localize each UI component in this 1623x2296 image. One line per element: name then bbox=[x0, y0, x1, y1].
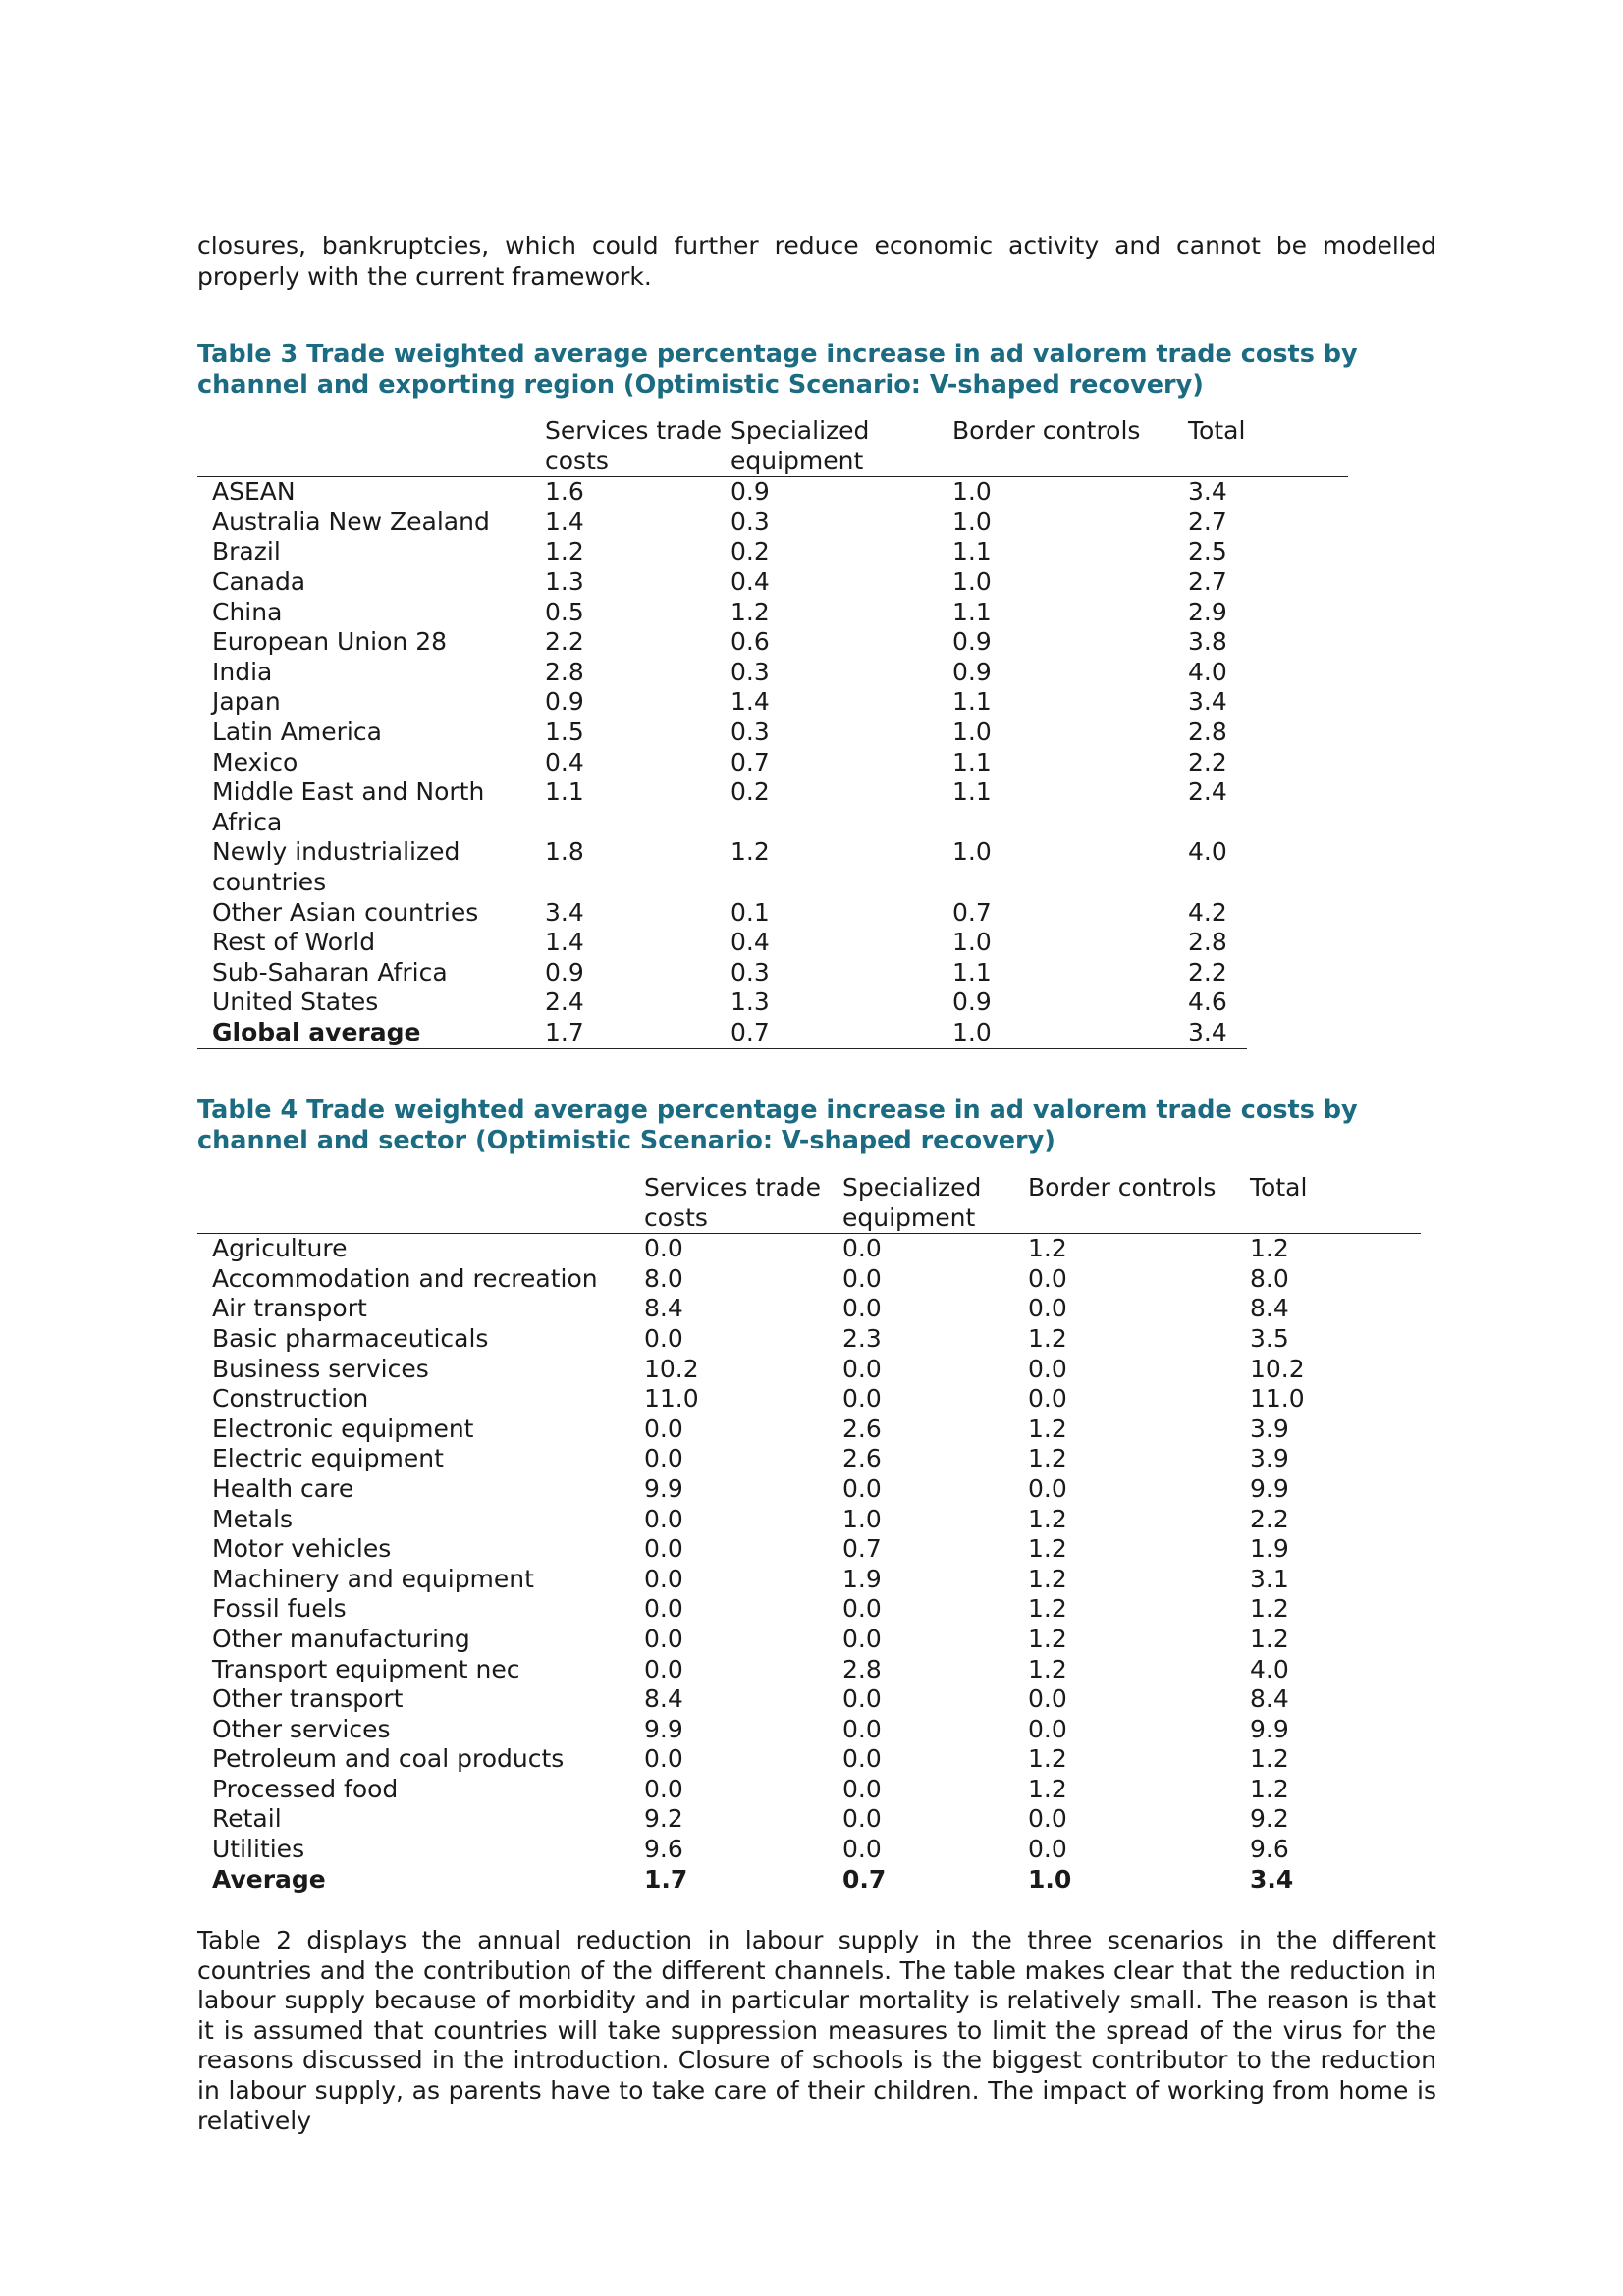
table3-total-row bbox=[197, 1018, 1348, 1048]
table3-cell-total: 4.6 bbox=[1188, 988, 1227, 1017]
table3-cell-services: 0.9 bbox=[545, 687, 584, 717]
table4-cell-border: 0.0 bbox=[1028, 1835, 1067, 1864]
table4-row bbox=[197, 1505, 1421, 1535]
table3-cell-border: 1.1 bbox=[952, 537, 992, 566]
table3-cell-services: 1.4 bbox=[545, 928, 584, 957]
table4-cell-total: 3.9 bbox=[1250, 1414, 1289, 1443]
table3-row bbox=[197, 598, 1348, 628]
table3-cell-specialized: 0.3 bbox=[730, 957, 770, 987]
table4-cell-services: 0.0 bbox=[644, 1444, 683, 1473]
table4-header-label bbox=[197, 1173, 644, 1234]
table3-cell-border: 1.0 bbox=[952, 566, 992, 596]
table4-cell-label: Construction bbox=[212, 1384, 369, 1414]
table3-cell-border: 0.7 bbox=[952, 897, 992, 927]
table3-cell-services: 1.8 bbox=[545, 837, 584, 867]
table3-bottom-rule bbox=[197, 1048, 1247, 1049]
table3-cell-total: 3.8 bbox=[1188, 627, 1227, 657]
table3-cell-services: 2.4 bbox=[545, 988, 584, 1017]
table3-row bbox=[197, 477, 1348, 507]
table4-row bbox=[197, 1715, 1421, 1745]
table4-cell-total: 1.9 bbox=[1250, 1534, 1289, 1564]
table4-row bbox=[197, 1294, 1421, 1324]
table4-cell-services: 0.0 bbox=[644, 1234, 683, 1263]
table4-cell-border: 1.2 bbox=[1028, 1504, 1067, 1533]
table3-cell-label: India bbox=[212, 657, 273, 686]
table4-cell-label: Other services bbox=[212, 1714, 391, 1743]
table4-cell-label: Processed food bbox=[212, 1774, 399, 1803]
table3-cell-border: 1.0 bbox=[952, 928, 992, 957]
table4-cell-border: 0.0 bbox=[1028, 1263, 1067, 1293]
table4-row bbox=[197, 1835, 1421, 1865]
table3-cell-services: 2.8 bbox=[545, 657, 584, 686]
table4-cell-total: 1.2 bbox=[1250, 1744, 1289, 1774]
table3-cell-total: 2.4 bbox=[1188, 777, 1227, 807]
table4-cell-services: 0.0 bbox=[644, 1504, 683, 1533]
table4-cell-specialized: 1.9 bbox=[842, 1564, 882, 1593]
table4-cell-border: 1.2 bbox=[1028, 1774, 1067, 1803]
table4-cell-label: Electronic equipment bbox=[212, 1414, 474, 1443]
table4-cell-total: 4.0 bbox=[1250, 1654, 1289, 1683]
table3-cell-border: 1.1 bbox=[952, 777, 992, 807]
table3-row bbox=[197, 898, 1348, 929]
table4-cell-services: 10.2 bbox=[644, 1354, 699, 1383]
table3-cell-specialized: 0.2 bbox=[730, 537, 770, 566]
table4-cell-label: Other transport bbox=[212, 1684, 404, 1714]
table4-cell-specialized: 0.0 bbox=[842, 1594, 882, 1624]
table3-cell-specialized: 0.3 bbox=[730, 507, 770, 536]
table3-cell-border: 0.9 bbox=[952, 657, 992, 686]
table4-total-border: 1.0 bbox=[1028, 1864, 1072, 1894]
table3-cell-label: Canada bbox=[212, 566, 306, 596]
table4-cell-total: 8.4 bbox=[1250, 1294, 1289, 1323]
table3-cell-label: ASEAN bbox=[212, 477, 296, 507]
table4-cell-specialized: 0.0 bbox=[842, 1624, 882, 1653]
table4-cell-specialized: 2.6 bbox=[842, 1444, 882, 1473]
table3-cell-label: Middle East and North Africa bbox=[212, 777, 485, 836]
table3-row bbox=[197, 958, 1348, 988]
table3-caption: Table 3 Trade weighted average percentage increase in ad valorem trade costs by channel and exporting region (Optimistic Scenario: V-shaped recovery) bbox=[197, 340, 1358, 400]
table4-cell-services: 0.0 bbox=[644, 1744, 683, 1774]
table4-cell-total: 1.2 bbox=[1250, 1594, 1289, 1624]
table4-cell-specialized: 0.0 bbox=[842, 1684, 882, 1714]
table4-cell-label: Petroleum and coal products bbox=[212, 1744, 565, 1774]
table3-cell-total: 2.2 bbox=[1188, 747, 1227, 776]
table4-header-border: Border controls bbox=[1028, 1173, 1250, 1234]
table3-cell-label: Brazil bbox=[212, 537, 281, 566]
table4-cell-specialized: 0.0 bbox=[842, 1804, 882, 1834]
table4-cell-services: 9.2 bbox=[644, 1804, 683, 1834]
table4-cell-label: Other manufacturing bbox=[212, 1624, 470, 1653]
table3-cell-border: 1.1 bbox=[952, 687, 992, 717]
table3-cell-services: 1.6 bbox=[545, 477, 584, 507]
table4-cell-label: Health care bbox=[212, 1473, 354, 1503]
table4-row bbox=[197, 1324, 1421, 1355]
table3-cell-services: 0.5 bbox=[545, 597, 584, 626]
table4-cell-specialized: 0.0 bbox=[842, 1234, 882, 1263]
table3-cell-border: 1.0 bbox=[952, 717, 992, 746]
table3-body bbox=[197, 477, 1348, 1048]
table4-cell-specialized: 0.0 bbox=[842, 1774, 882, 1803]
table4-header-total: Total bbox=[1250, 1173, 1421, 1234]
table3-header-row bbox=[197, 416, 1348, 477]
table3-cell-total: 2.9 bbox=[1188, 597, 1227, 626]
table3-cell-specialized: 1.2 bbox=[730, 597, 770, 626]
table4-total-row bbox=[197, 1865, 1421, 1896]
table4-cell-services: 8.4 bbox=[644, 1684, 683, 1714]
table3-cell-label: United States bbox=[212, 988, 379, 1017]
table4-cell-label: Accommodation and recreation bbox=[212, 1263, 598, 1293]
table4-body bbox=[197, 1234, 1421, 1896]
table3-cell-total: 3.4 bbox=[1188, 687, 1227, 717]
table3-cell-label: Australia New Zealand bbox=[212, 507, 490, 536]
table4-cell-total: 9.9 bbox=[1250, 1714, 1289, 1743]
table4-cell-specialized: 0.0 bbox=[842, 1384, 882, 1414]
table4-cell-total: 1.2 bbox=[1250, 1234, 1289, 1263]
table3-cell-border: 1.1 bbox=[952, 957, 992, 987]
table3-cell-border: 1.1 bbox=[952, 747, 992, 776]
table4-row bbox=[197, 1415, 1421, 1445]
table3-cell-specialized: 1.3 bbox=[730, 988, 770, 1017]
table4-header-specialized: Specialized equipment bbox=[842, 1173, 1028, 1234]
table4-cell-label: Fossil fuels bbox=[212, 1594, 347, 1624]
table4-row bbox=[197, 1384, 1421, 1415]
table3-cell-border: 0.9 bbox=[952, 627, 992, 657]
table4-cell-border: 1.2 bbox=[1028, 1744, 1067, 1774]
table4-cell-specialized: 2.3 bbox=[842, 1323, 882, 1353]
table4-cell-services: 9.6 bbox=[644, 1835, 683, 1864]
table4-cell-total: 1.2 bbox=[1250, 1624, 1289, 1653]
table4-cell-border: 0.0 bbox=[1028, 1294, 1067, 1323]
table4-row bbox=[197, 1655, 1421, 1685]
table4-cell-border: 1.2 bbox=[1028, 1594, 1067, 1624]
table4-row bbox=[197, 1444, 1421, 1474]
table4-caption: Table 4 Trade weighted average percentage increase in ad valorem trade costs by channel and sector (Optimistic Scenario: V-shaped recovery) bbox=[197, 1095, 1358, 1155]
table3-cell-specialized: 0.6 bbox=[730, 627, 770, 657]
table3-cell-total: 4.0 bbox=[1188, 837, 1227, 867]
table3-total-label: Global average bbox=[212, 1017, 421, 1046]
table3-cell-label: Rest of World bbox=[212, 928, 376, 957]
table3-row bbox=[197, 627, 1348, 658]
intro-paragraph: closures, bankruptcies, which could further reduce economic activity and cannot be modelled properly with the current framework. bbox=[197, 232, 1436, 291]
table4-total-specialized: 0.7 bbox=[842, 1864, 887, 1894]
table3-header-label bbox=[197, 416, 545, 477]
table4-cell-border: 1.2 bbox=[1028, 1414, 1067, 1443]
table4-cell-label: Retail bbox=[212, 1804, 282, 1834]
table4-cell-border: 1.2 bbox=[1028, 1534, 1067, 1564]
table3-cell-total: 2.8 bbox=[1188, 928, 1227, 957]
table4-cell-services: 0.0 bbox=[644, 1624, 683, 1653]
table4-cell-total: 3.1 bbox=[1250, 1564, 1289, 1593]
table4-cell-specialized: 0.0 bbox=[842, 1835, 882, 1864]
table4-row bbox=[197, 1264, 1421, 1295]
table3-row bbox=[197, 748, 1348, 778]
table4-cell-specialized: 2.6 bbox=[842, 1414, 882, 1443]
table3-cell-total: 3.4 bbox=[1188, 477, 1227, 507]
table3-cell-specialized: 0.4 bbox=[730, 928, 770, 957]
table3-row bbox=[197, 658, 1348, 688]
table4-cell-label: Agriculture bbox=[212, 1234, 348, 1263]
table4-header-services: Services trade costs bbox=[644, 1173, 842, 1234]
table4-cell-services: 0.0 bbox=[644, 1414, 683, 1443]
table4-cell-border: 1.2 bbox=[1028, 1564, 1067, 1593]
table4-cell-border: 0.0 bbox=[1028, 1804, 1067, 1834]
table3-cell-label: Latin America bbox=[212, 717, 382, 746]
table3-row bbox=[197, 988, 1348, 1018]
table3-cell-border: 1.0 bbox=[952, 837, 992, 867]
table4 bbox=[197, 1173, 1421, 1895]
table3-header-border: Border controls bbox=[952, 416, 1188, 477]
table3-cell-border: 1.0 bbox=[952, 477, 992, 507]
table3-cell-label: Newly industrialized countries bbox=[212, 837, 460, 896]
table4-cell-label: Metals bbox=[212, 1504, 294, 1533]
table3-cell-total: 2.7 bbox=[1188, 507, 1227, 536]
table3-row bbox=[197, 837, 1348, 897]
table4-cell-total: 3.5 bbox=[1250, 1323, 1289, 1353]
table4-row bbox=[197, 1744, 1421, 1775]
body-paragraph: Table 2 displays the annual reduction in labour supply in the three scenarios in the different countries and the contribution of the different channels. The table makes clear that the reduction in labour supply because of morbidity and in particular mortality is relatively small. The reason is that it is assumed that countries will take suppression measures to limit the spread of the virus for the reasons discussed in the introduction. Closure of schools is the biggest contributor to the reduction in labour supply, as parents have to take care of their children. The impact of working from home is relatively bbox=[197, 1926, 1436, 2135]
table3-cell-total: 2.2 bbox=[1188, 957, 1227, 987]
table4-cell-label: Motor vehicles bbox=[212, 1534, 392, 1564]
table4-cell-specialized: 0.0 bbox=[842, 1714, 882, 1743]
table3-cell-services: 3.4 bbox=[545, 897, 584, 927]
table4-cell-total: 11.0 bbox=[1250, 1384, 1305, 1414]
table4-header-row bbox=[197, 1173, 1421, 1234]
table4-cell-total: 9.6 bbox=[1250, 1835, 1289, 1864]
table3-cell-label: Japan bbox=[212, 687, 281, 717]
table3-row bbox=[197, 928, 1348, 958]
table4-row bbox=[197, 1534, 1421, 1565]
table3-cell-total: 4.0 bbox=[1188, 657, 1227, 686]
table3-total-specialized: 0.7 bbox=[730, 1017, 770, 1046]
table3-cell-services: 2.2 bbox=[545, 627, 584, 657]
table4-cell-specialized: 1.0 bbox=[842, 1504, 882, 1533]
table3-cell-label: China bbox=[212, 597, 283, 626]
table3-cell-specialized: 0.3 bbox=[730, 657, 770, 686]
table3-cell-specialized: 0.2 bbox=[730, 777, 770, 807]
table4-cell-label: Machinery and equipment bbox=[212, 1564, 534, 1593]
table3-row bbox=[197, 718, 1348, 748]
table3-cell-label: European Union 28 bbox=[212, 627, 448, 657]
table4-cell-border: 0.0 bbox=[1028, 1354, 1067, 1383]
table4-cell-services: 0.0 bbox=[644, 1564, 683, 1593]
table4-cell-services: 0.0 bbox=[644, 1594, 683, 1624]
table4-cell-border: 1.2 bbox=[1028, 1234, 1067, 1263]
table4-cell-label: Electric equipment bbox=[212, 1444, 444, 1473]
table4-cell-border: 0.0 bbox=[1028, 1473, 1067, 1503]
table3-cell-specialized: 0.3 bbox=[730, 717, 770, 746]
table3-cell-total: 2.5 bbox=[1188, 537, 1227, 566]
table4-row bbox=[197, 1594, 1421, 1625]
table4-cell-services: 9.9 bbox=[644, 1714, 683, 1743]
table3 bbox=[197, 416, 1348, 1047]
table3-cell-specialized: 0.9 bbox=[730, 477, 770, 507]
table4-cell-specialized: 0.0 bbox=[842, 1744, 882, 1774]
table4-cell-label: Air transport bbox=[212, 1294, 367, 1323]
table4-cell-border: 1.2 bbox=[1028, 1654, 1067, 1683]
table3-cell-border: 1.0 bbox=[952, 507, 992, 536]
table3-cell-specialized: 0.1 bbox=[730, 897, 770, 927]
table4-cell-border: 1.2 bbox=[1028, 1323, 1067, 1353]
table4-row bbox=[197, 1355, 1421, 1385]
table3-row bbox=[197, 537, 1348, 567]
table3-cell-total: 4.2 bbox=[1188, 897, 1227, 927]
table4-cell-border: 1.2 bbox=[1028, 1624, 1067, 1653]
table3-cell-total: 2.8 bbox=[1188, 717, 1227, 746]
table4-row bbox=[197, 1775, 1421, 1805]
table4-cell-label: Basic pharmaceuticals bbox=[212, 1323, 489, 1353]
table3-cell-services: 1.5 bbox=[545, 717, 584, 746]
table4-cell-border: 1.2 bbox=[1028, 1444, 1067, 1473]
table3-header-specialized: Specialized equipment bbox=[730, 416, 952, 477]
table3-cell-services: 1.2 bbox=[545, 537, 584, 566]
table3-row bbox=[197, 687, 1348, 718]
table4-cell-total: 3.9 bbox=[1250, 1444, 1289, 1473]
table3-cell-services: 1.4 bbox=[545, 507, 584, 536]
table3-cell-border: 1.1 bbox=[952, 597, 992, 626]
table4-cell-total: 2.2 bbox=[1250, 1504, 1289, 1533]
table3-cell-specialized: 1.2 bbox=[730, 837, 770, 867]
table3-cell-services: 0.4 bbox=[545, 747, 584, 776]
table3-cell-specialized: 0.4 bbox=[730, 566, 770, 596]
table3-cell-services: 1.3 bbox=[545, 566, 584, 596]
table4-cell-label: Utilities bbox=[212, 1835, 305, 1864]
table4-cell-total: 9.9 bbox=[1250, 1473, 1289, 1503]
table4-cell-services: 11.0 bbox=[644, 1384, 699, 1414]
table4-cell-label: Business services bbox=[212, 1354, 429, 1383]
table4-cell-services: 9.9 bbox=[644, 1473, 683, 1503]
table4-cell-border: 0.0 bbox=[1028, 1684, 1067, 1714]
table3-row bbox=[197, 567, 1348, 598]
table4-row bbox=[197, 1625, 1421, 1655]
table4-cell-total: 10.2 bbox=[1250, 1354, 1305, 1383]
table4-cell-services: 8.4 bbox=[644, 1294, 683, 1323]
table4-total-total: 3.4 bbox=[1250, 1864, 1294, 1894]
table3-header-total: Total bbox=[1188, 416, 1348, 477]
table4-cell-total: 1.2 bbox=[1250, 1774, 1289, 1803]
table4-cell-specialized: 0.7 bbox=[842, 1534, 882, 1564]
table3-total-total: 3.4 bbox=[1188, 1017, 1227, 1046]
table3-total-services: 1.7 bbox=[545, 1017, 584, 1046]
table3-cell-label: Sub-Saharan Africa bbox=[212, 957, 448, 987]
table4-cell-specialized: 0.0 bbox=[842, 1354, 882, 1383]
table4-cell-services: 0.0 bbox=[644, 1323, 683, 1353]
table3-row bbox=[197, 777, 1348, 837]
table4-cell-border: 0.0 bbox=[1028, 1384, 1067, 1414]
table4-row bbox=[197, 1565, 1421, 1595]
table4-cell-total: 8.4 bbox=[1250, 1684, 1289, 1714]
table3-cell-total: 2.7 bbox=[1188, 566, 1227, 596]
table3-cell-label: Mexico bbox=[212, 747, 298, 776]
table3-cell-label: Other Asian countries bbox=[212, 897, 479, 927]
table4-cell-specialized: 0.0 bbox=[842, 1473, 882, 1503]
table4-total-services: 1.7 bbox=[644, 1864, 688, 1894]
table3-row bbox=[197, 507, 1348, 538]
table4-row bbox=[197, 1234, 1421, 1264]
table4-cell-services: 0.0 bbox=[644, 1654, 683, 1683]
table4-row bbox=[197, 1474, 1421, 1505]
table4-cell-border: 0.0 bbox=[1028, 1714, 1067, 1743]
table4-total-label: Average bbox=[212, 1864, 326, 1894]
table4-cell-services: 0.0 bbox=[644, 1774, 683, 1803]
table4-cell-label: Transport equipment nec bbox=[212, 1654, 520, 1683]
table3-cell-specialized: 1.4 bbox=[730, 687, 770, 717]
table3-cell-border: 0.9 bbox=[952, 988, 992, 1017]
table4-cell-specialized: 0.0 bbox=[842, 1294, 882, 1323]
table4-cell-total: 8.0 bbox=[1250, 1263, 1289, 1293]
table3-cell-services: 1.1 bbox=[545, 777, 584, 807]
table3-header-services: Services trade costs bbox=[545, 416, 730, 477]
table4-row bbox=[197, 1804, 1421, 1835]
table4-cell-total: 9.2 bbox=[1250, 1804, 1289, 1834]
table3-total-border: 1.0 bbox=[952, 1017, 992, 1046]
table4-cell-specialized: 0.0 bbox=[842, 1263, 882, 1293]
table3-cell-services: 0.9 bbox=[545, 957, 584, 987]
table4-cell-services: 0.0 bbox=[644, 1534, 683, 1564]
table3-cell-specialized: 0.7 bbox=[730, 747, 770, 776]
table4-row bbox=[197, 1684, 1421, 1715]
table4-cell-services: 8.0 bbox=[644, 1263, 683, 1293]
table4-cell-specialized: 2.8 bbox=[842, 1654, 882, 1683]
